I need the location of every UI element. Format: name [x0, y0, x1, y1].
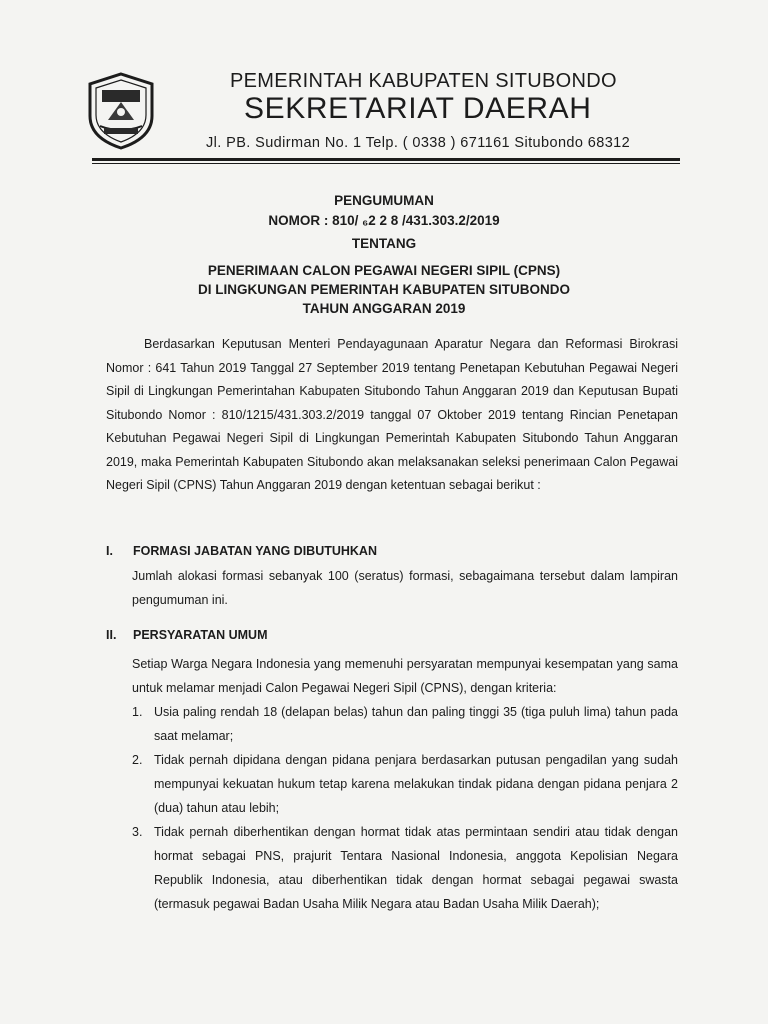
office-address: Jl. PB. Sudirman No. 1 Telp. ( 0338 ) 671161 Situbondo 68312	[206, 135, 631, 151]
section-2-number: II.	[106, 628, 117, 642]
subject-line-2: DI LINGKUNGAN PEMERINTAH KABUPATEN SITUBONDO	[198, 282, 570, 297]
list-item	[132, 820, 678, 916]
letterhead-thin-rule	[92, 163, 680, 164]
letterhead	[0, 0, 768, 170]
section-2-heading	[106, 628, 268, 642]
regency-emblem-icon	[86, 72, 156, 150]
section-1-heading	[106, 544, 377, 558]
intro-paragraph: Berdasarkan Keputusan Menteri Pendayagunaan Aparatur Negara dan Reformasi Birokrasi Nomor : 641 Tahun 2019 Tanggal 27 September 2019 tentang Penetapan Kebutuhan Pegawai Negeri Sipil di Lingkungan Pemerintahan Kabupaten Situbondo Tahun Anggaran 2019 dan Keputusan Bupati Situbondo Nomor : 810/1215/431.303.2/2019 tanggal 07 Oktober 2019 tentang Rincian Penetapan Kebutuhan Pegawai Negeri Sipil di Lingkungan Pemerintah Kabupaten Situbondo Tahun Anggaran 2019, maka Pemerintah Kabupaten Situbondo akan melaksanakan seleksi penerimaan Calon Pegawai Negeri Sipil (CPNS) Tahun Anggaran 2019 dengan ketentuan sebagai berikut :	[106, 337, 678, 492]
announcement-label: PENGUMUMAN	[334, 193, 434, 208]
list-item-text: Usia paling rendah 18 (delapan belas) tahun dan paling tinggi 35 (tiga puluh lima) tahun pada saat melamar;	[154, 705, 678, 743]
section-2-title: PERSYARATAN UMUM	[133, 628, 268, 642]
section-1-title: FORMASI JABATAN YANG DIBUTUHKAN	[133, 544, 377, 558]
office-name: SEKRETARIAT DAERAH	[244, 92, 592, 125]
announcement-about: TENTANG	[351, 236, 417, 251]
section-1-number: I.	[106, 544, 113, 558]
list-item	[132, 748, 678, 820]
section-1-body: Jumlah alokasi formasi sebanyak 100 (seratus) formasi, sebagaimana tersebut dalam lampiran pengumuman ini.	[132, 569, 678, 607]
list-item-number: 1.	[132, 705, 143, 719]
subject-line-1: PENERIMAAN CALON PEGAWAI NEGERI SIPIL (CPNS)	[207, 263, 561, 278]
list-item	[132, 700, 678, 748]
list-item-text: Tidak pernah diberhentikan dengan hormat tidak atas permintaan sendiri atau tidak dengan hormat sebagai PNS, prajurit Tentara Nasional Indonesia, anggota Kepolisian Negara Republik Indonesia, atau diberhentikan tidak dengan hormat sebagai pegawai swasta (termasuk pegawai Badan Usaha Milik Negara atau Badan Usaha Milik Daerah);	[154, 825, 678, 911]
announcement-number: NOMOR : 810/ ₆2 2 8 /431.303.2/2019	[268, 213, 500, 228]
subject-line-3: TAHUN ANGGARAN 2019	[302, 301, 466, 316]
letterhead-thick-rule	[92, 158, 680, 161]
list-item-number: 3.	[132, 825, 143, 839]
list-item-number: 2.	[132, 753, 143, 767]
list-item-text: Tidak pernah dipidana dengan pidana penjara berdasarkan putusan pengadilan yang sudah mempunyai kekuatan hukum tetap karena melakukan tindak pidana dengan pidana penjara 2 (dua) tahun atau lebih;	[154, 753, 678, 815]
government-name: PEMERINTAH KABUPATEN SITUBONDO	[230, 70, 617, 92]
section-2-body: Setiap Warga Negara Indonesia yang memenuhi persyaratan mempunyai kesempatan yang sama untuk melamar menjadi Calon Pegawai Negeri Sipil (CPNS), dengan kriteria:	[132, 657, 678, 695]
